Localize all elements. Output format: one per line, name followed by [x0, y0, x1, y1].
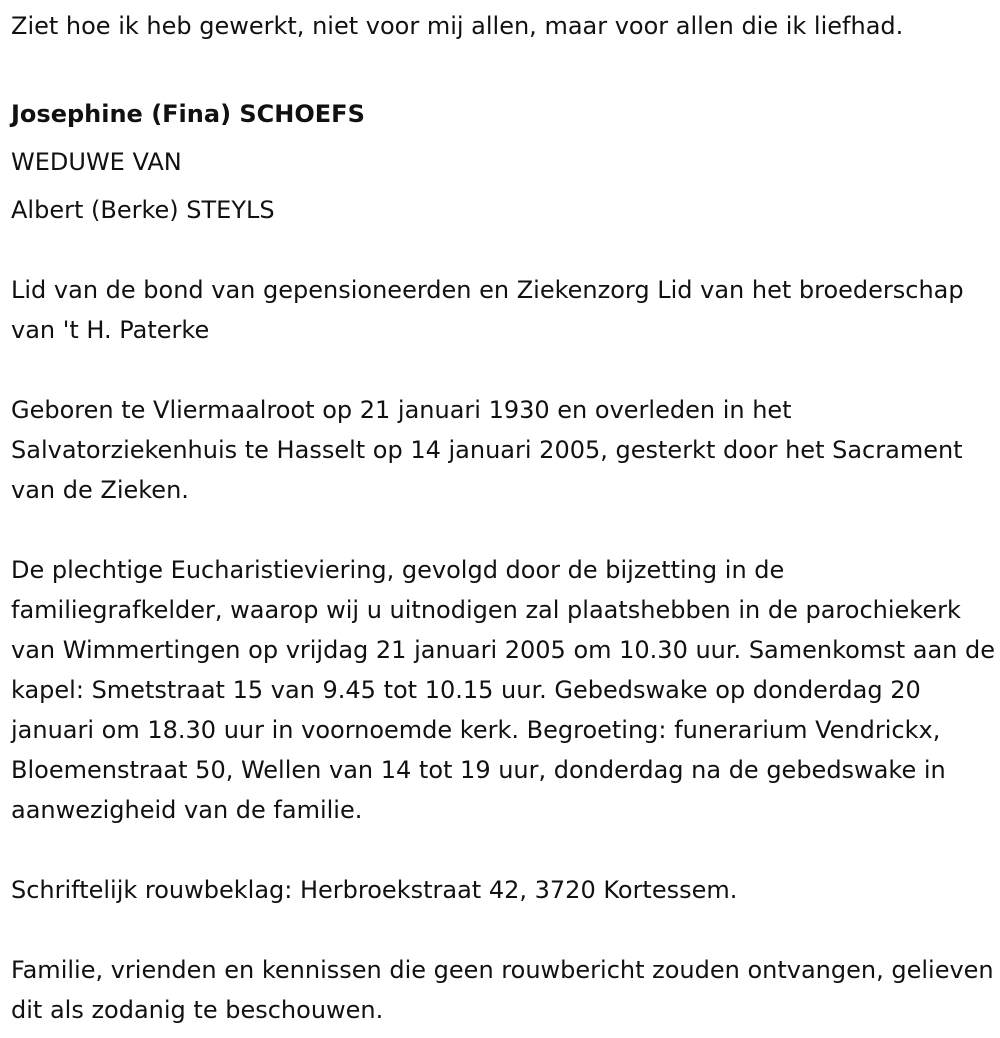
- spacer: [11, 510, 990, 550]
- closing-note: Familie, vrienden en kennissen die geen rouwbericht zouden ontvangen, gelieven dit als zodanig te beschouwen.: [11, 956, 994, 1024]
- membership-paragraph: Lid van de bond van gepensioneerden en Ziekenzorg Lid van het broederschap van 't H. Paterke: [11, 276, 964, 344]
- spacer: [11, 230, 990, 270]
- deceased-name: Josephine (Fina) SCHOEFS: [11, 100, 365, 128]
- spacer: [11, 350, 990, 390]
- ceremony-paragraph: De plechtige Eucharistieviering, gevolgd door de bijzetting in de familiegrafkelder, waarop wij u uitnodigen zal plaatshebben in de parochiekerk van Wimmertingen op vrijdag 21 januari 2005 om 10.30 uur. Samenkomst aan de kapel: Smetstraat 15 van 9.45 tot 10.15 uur. Gebedswake op donderdag 20 januari om 18.30 uur in voornoemde kerk. Begroeting: funerarium Vendrickx, Bloemenstraat 50, Wellen van 14 tot 19 uur, donderdag na de gebedswake in aanwezigheid van de familie.: [11, 556, 996, 824]
- spacer: [11, 830, 990, 870]
- birth-death-paragraph: Geboren te Vliermaalroot op 21 januari 1930 en overleden in het Salvatorziekenhuis te Hasselt op 14 januari 2005, gesterkt door het Sacrament van de Zieken.: [11, 396, 963, 504]
- relation-label: WEDUWE VAN: [11, 148, 182, 176]
- spouse-name: Albert (Berke) STEYLS: [11, 196, 275, 224]
- intro-quote: Ziet hoe ik heb gewerkt, niet voor mij allen, maar voor allen die ik liefhad.: [11, 12, 904, 40]
- spacer: [11, 910, 990, 950]
- name-block: [11, 94, 990, 230]
- condolence-address: Schriftelijk rouwbeklag: Herbroekstraat 42, 3720 Kortessem.: [11, 876, 738, 904]
- spacer: [11, 46, 990, 86]
